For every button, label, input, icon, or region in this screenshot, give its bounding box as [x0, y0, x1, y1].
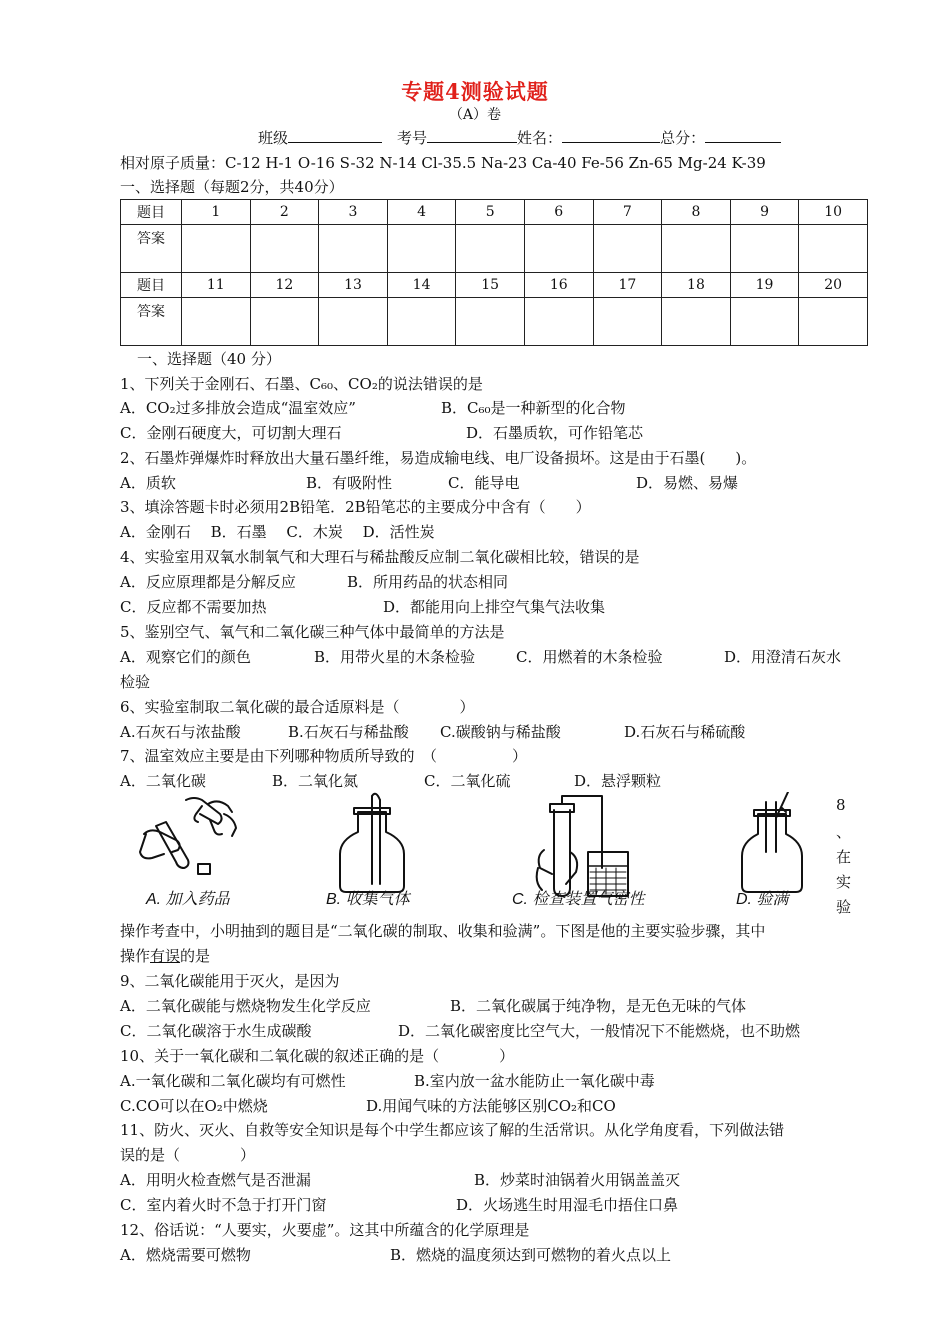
- question-6: 6、实验室制取二氧化碳的最合适原料是（ ）: [120, 698, 475, 716]
- question-number: 15: [456, 273, 525, 298]
- q10-option-b: B.室内放一盆水能防止一氧化碳中毒: [414, 1072, 655, 1090]
- question-row-1: [121, 200, 868, 225]
- question-number: 2: [250, 200, 319, 225]
- q12-option-b: B．燃烧的温度须达到可燃物的着火点以上: [390, 1246, 672, 1264]
- answer-cell[interactable]: [730, 298, 799, 346]
- question-number: 12: [250, 273, 319, 298]
- figure-b-label: B. 收集气体: [326, 891, 410, 908]
- q8-stem-part: 操作: [120, 947, 151, 965]
- answer-row-2: [121, 298, 868, 346]
- question-7: 7、温室效应主要是由下列哪种物质所导致的 （ ）: [120, 747, 528, 765]
- answer-cell[interactable]: [456, 298, 525, 346]
- question-number: 14: [387, 273, 456, 298]
- q9-option-d: D．二氧化碳密度比空气大，一般情况下不能燃烧，也不助燃: [398, 1022, 801, 1040]
- q7-option-d: D．悬浮颗粒: [574, 772, 662, 790]
- question-4: 4、实验室用双氧水制氧气和大理石与稀盐酸反应制二氧化碳相比较，错误的是: [120, 548, 640, 566]
- q5-option-b: B．用带火星的木条检验: [314, 648, 476, 666]
- q4-option-a: A．反应原理都是分解反应: [120, 573, 296, 591]
- answer-cell[interactable]: [524, 225, 593, 273]
- q8-experiment-figure: [136, 792, 821, 910]
- question-10: 10、关于一氧化碳和二氧化碳的叙述正确的是（ ）: [120, 1047, 515, 1065]
- exam-no-label: 考号: [397, 129, 428, 147]
- answer-row-1: [121, 225, 868, 273]
- question-11-cont: 误的是（ ）: [120, 1146, 256, 1164]
- figure-c-label: C. 检查装置气密性: [512, 891, 645, 908]
- q7-option-c: C．二氧化硫: [424, 772, 511, 790]
- question-number: 9: [730, 200, 799, 225]
- q1-option-a: A．CO₂过多排放会造成“温室效应”: [120, 399, 356, 417]
- name-blank[interactable]: [562, 128, 660, 143]
- answer-cell[interactable]: [799, 225, 868, 273]
- answer-label: 答案: [121, 225, 182, 273]
- question-8-stem-cont: [120, 945, 210, 966]
- q9-option-b: B．二氧化碳属于纯净物，是无色无味的气体: [450, 997, 747, 1015]
- figure-d-check-full: [742, 792, 802, 892]
- question-number: 20: [799, 273, 868, 298]
- q7-option-a: A．二氧化碳: [120, 772, 206, 790]
- answer-cell[interactable]: [387, 225, 456, 273]
- question-number: 8: [662, 200, 731, 225]
- question-9: 9、二氧化碳能用于灭火，是因为: [120, 972, 340, 990]
- q8-side-char: 、: [836, 823, 852, 841]
- question-3: 3、填涂答题卡时必须用2B铅笔．2B铅笔芯的主要成分中含有（ ）: [120, 498, 591, 516]
- q12-option-a: A．燃烧需要可燃物: [120, 1246, 251, 1264]
- q11-option-c: C．室内着火时不急于打开门窗: [120, 1196, 327, 1214]
- answer-cell[interactable]: [662, 298, 731, 346]
- q5-option-a: A．观察它们的颜色: [120, 648, 251, 666]
- q6-option-b: B.石灰石与稀盐酸: [288, 723, 409, 741]
- question-5: 5、鉴别空气、氧气和二氧化碳三种气体中最简单的方法是: [120, 623, 505, 641]
- q5-option-d: D．用澄清石灰水: [724, 648, 842, 666]
- q5-option-c: C．用燃着的木条检验: [516, 648, 663, 666]
- figure-a-label: A. 加入药品: [146, 891, 230, 908]
- question-number: 10: [799, 200, 868, 225]
- question-label: 题目: [121, 200, 182, 225]
- question-number: 1: [182, 200, 251, 225]
- q8-underlined-word: 有误: [150, 947, 181, 965]
- question-8-stem: 操作考查中，小明抽到的题目是“二氧化碳的制取、收集和验满”。下图是他的主要实验步骤，其中: [120, 922, 766, 940]
- q10-option-a: A.一氧化碳和二氧化碳均有可燃性: [120, 1072, 346, 1090]
- question-12: 12、俗话说：“人要实，火要虚”。这其中所蕴含的化学原理是: [120, 1221, 530, 1239]
- q5-option-d-cont: 检验: [120, 673, 151, 691]
- answer-cell[interactable]: [593, 225, 662, 273]
- q1-option-d: D．石墨质软，可作铅笔芯: [466, 424, 644, 442]
- question-2: 2、石墨炸弹爆炸时释放出大量石墨纤维，易造成输电线、电厂设备损坏。这是由于石墨( )。: [120, 449, 757, 467]
- question-number: 5: [456, 200, 525, 225]
- score-label: 总分：: [660, 129, 706, 147]
- q11-option-b: B．炒菜时油锅着火用锅盖盖灭: [474, 1171, 681, 1189]
- page-subtitle: （A）卷: [448, 107, 502, 123]
- atomic-mass-line: 相对原子质量：C-12 H-1 O-16 S-32 N-14 Cl-35.5 Na-23 Ca-40 Fe-56 Zn-65 Mg-24 K-39: [120, 154, 766, 172]
- q6-option-c: C.碳酸钠与稀盐酸: [440, 723, 561, 741]
- figure-b-collect-gas: [340, 794, 404, 892]
- q7-option-b: B．二氧化氮: [272, 772, 359, 790]
- q1-option-b: B．C₆₀是一种新型的化合物: [441, 399, 626, 417]
- question-number: 3: [319, 200, 388, 225]
- section1-header: 一、选择题（每题2分，共40分）: [120, 178, 344, 196]
- answer-cell[interactable]: [182, 298, 251, 346]
- question-1: 1、下列关于金刚石、石墨、C₆₀、CO₂的说法错误的是: [120, 375, 483, 393]
- question-row-2: [121, 273, 868, 298]
- q2-option-d: D．易燃、易爆: [636, 474, 739, 492]
- section1-subheader: 一、选择题（40 分）: [137, 350, 281, 368]
- q8-stem-part: 的是: [180, 947, 211, 965]
- q3-options: A．金刚石 B．石墨 C．木炭 D．活性炭: [120, 523, 435, 541]
- q10-option-d: D.用闻气味的方法能够区别CO₂和CO: [366, 1097, 616, 1115]
- answer-cell[interactable]: [593, 298, 662, 346]
- class-label: 班级: [258, 129, 289, 147]
- answer-cell[interactable]: [524, 298, 593, 346]
- question-number: 7: [593, 200, 662, 225]
- q4-option-c: C．反应都不需要加热: [120, 598, 267, 616]
- question-number: 19: [730, 273, 799, 298]
- answer-cell[interactable]: [456, 225, 525, 273]
- q4-option-b: B．所用药品的状态相同: [347, 573, 509, 591]
- question-number: 16: [524, 273, 593, 298]
- q9-option-c: C．二氧化碳溶于水生成碳酸: [120, 1022, 312, 1040]
- q8-side-char: 实: [836, 873, 852, 891]
- student-info-line: [258, 127, 781, 148]
- class-blank[interactable]: [288, 128, 382, 143]
- name-label: 姓名：: [517, 129, 563, 147]
- q9-option-a: A．二氧化碳能与燃烧物发生化学反应: [120, 997, 371, 1015]
- q1-option-c: C．金刚石硬度大，可切割大理石: [120, 424, 342, 442]
- answer-label: 答案: [121, 298, 182, 346]
- answer-cell[interactable]: [250, 298, 319, 346]
- question-number: 18: [662, 273, 731, 298]
- q4-option-d: D．都能用向上排空气集气法收集: [383, 598, 606, 616]
- answer-cell[interactable]: [319, 298, 388, 346]
- answer-cell[interactable]: [662, 225, 731, 273]
- q2-option-b: B．有吸附性: [306, 474, 393, 492]
- q10-option-c: C.CO可以在O₂中燃烧: [120, 1097, 268, 1115]
- figure-d-label: D. 验满: [736, 891, 789, 908]
- score-blank[interactable]: [705, 128, 781, 143]
- answer-cell[interactable]: [387, 298, 456, 346]
- q8-side-char: 验: [836, 898, 852, 916]
- q8-side-char: 8: [836, 796, 846, 814]
- question-number: 17: [593, 273, 662, 298]
- q2-option-c: C．能导电: [448, 474, 520, 492]
- answer-cell[interactable]: [250, 225, 319, 273]
- answer-cell[interactable]: [182, 225, 251, 273]
- answer-cell[interactable]: [319, 225, 388, 273]
- answer-cell[interactable]: [799, 298, 868, 346]
- question-label: 题目: [121, 273, 182, 298]
- answer-table: [120, 199, 868, 346]
- q2-option-a: A．质软: [120, 474, 176, 492]
- question-number: 11: [182, 273, 251, 298]
- q6-option-a: A.石灰石与浓盐酸: [120, 723, 241, 741]
- q8-side-char: 在: [836, 848, 852, 866]
- page-title: 专题4测验试题: [401, 79, 549, 104]
- question-11: 11、防火、灭火、自救等安全知识是每个中学生都应该了解的生活常识。从化学角度看，下列做法错: [120, 1121, 785, 1139]
- answer-cell[interactable]: [730, 225, 799, 273]
- q6-option-d: D.石灰石与稀硫酸: [624, 723, 746, 741]
- exam-no-blank[interactable]: [427, 128, 517, 143]
- question-number: 4: [387, 200, 456, 225]
- q11-option-d: D．火场逃生时用湿毛巾捂住口鼻: [456, 1196, 679, 1214]
- figure-c-check-airtightness: [537, 796, 628, 896]
- q11-option-a: A．用明火检查燃气是否泄漏: [120, 1171, 311, 1189]
- question-number: 13: [319, 273, 388, 298]
- figure-a-adding-reagent: [140, 798, 236, 874]
- question-number: 6: [524, 200, 593, 225]
